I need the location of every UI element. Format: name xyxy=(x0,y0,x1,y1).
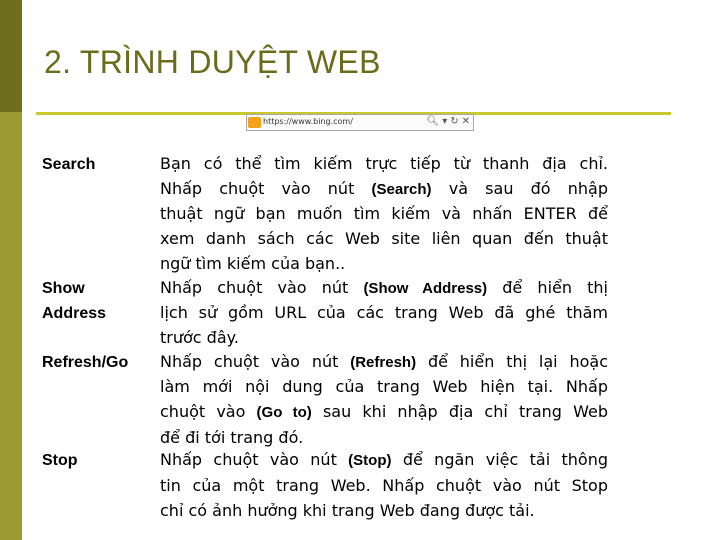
stop-icon: ✕ xyxy=(461,116,470,127)
description-line xyxy=(160,301,608,326)
button-name: (Show Address) xyxy=(363,279,488,297)
description-line xyxy=(160,448,608,474)
search-icon: 🔍︎ xyxy=(426,116,440,127)
description-text: sau khi nhập địa chỉ trang Web xyxy=(311,402,608,421)
button-name: (Refresh) xyxy=(350,353,417,371)
description-line xyxy=(160,350,608,376)
description-line xyxy=(160,426,608,451)
browser-address-bar xyxy=(246,114,474,131)
description-text: tin của một trang Web. Nhấp chuột vào nút Stop xyxy=(160,476,608,496)
description-text: ngữ tìm kiếm của bạn.. xyxy=(160,253,346,273)
description-line xyxy=(160,202,608,227)
address-bar-icons xyxy=(423,116,470,127)
term-label-line: Refresh/Go xyxy=(42,353,129,371)
term-description-stop xyxy=(160,448,608,523)
term-label-stop xyxy=(42,448,78,473)
description-text: Bạn có thể tìm kiếm trực tiếp từ thanh địa chỉ. xyxy=(160,154,608,173)
description-text: để đi tới trang đó. xyxy=(160,427,304,447)
description-line xyxy=(160,152,608,177)
description-line xyxy=(160,499,608,524)
description-text: để ngăn việc tải thông xyxy=(391,450,608,470)
term-label-line: Address xyxy=(42,304,107,322)
description-line xyxy=(160,252,608,277)
description-line xyxy=(160,276,608,302)
term-label-search xyxy=(42,152,95,177)
description-text: Nhấp chuột vào nút xyxy=(160,351,351,371)
description-line xyxy=(160,474,608,499)
term-description-search xyxy=(160,152,608,277)
description-text: để hiển thị lại hoặc xyxy=(416,351,608,371)
description-text: lịch sử gồm URL của các trang Web đã ghé thăm xyxy=(160,303,608,323)
description-text: trước đây. xyxy=(160,327,239,347)
description-line xyxy=(160,227,608,252)
term-description-refresh-go xyxy=(160,350,608,451)
button-name: (Stop) xyxy=(348,452,392,470)
term-label-show-address xyxy=(42,276,106,326)
description-text: và sau đó nhập xyxy=(431,178,608,198)
refresh-icon: ↻ xyxy=(450,116,459,127)
description-line xyxy=(160,375,608,400)
description-text: thuật ngữ bạn muốn tìm kiếm và nhấn ENTER để xyxy=(160,204,608,224)
term-label-refresh-go xyxy=(42,350,128,375)
description-text: để hiển thị xyxy=(487,277,609,297)
button-name: (Go to) xyxy=(256,404,312,421)
description-line xyxy=(160,400,608,426)
description-text: Nhấp chuột vào nút xyxy=(160,277,364,297)
term-label-line: Show xyxy=(42,279,85,297)
term-description-show-address xyxy=(160,276,608,351)
description-text: xem danh sách các Web site liên quan đến thuật xyxy=(160,229,608,249)
description-line xyxy=(160,177,608,203)
left-accent-band-dark xyxy=(0,0,22,112)
term-label-line: Stop xyxy=(42,452,78,470)
description-line xyxy=(160,326,608,351)
description-text: chỉ có ảnh hưởng khi trang Web đang được tải. xyxy=(160,500,535,520)
button-name: (Search) xyxy=(371,180,432,198)
term-label-line: Search xyxy=(42,156,96,173)
description-text: Nhấp chuột vào nút xyxy=(160,450,349,470)
dropdown-icon: ▾ xyxy=(442,116,448,127)
description-text: làm mới nội dung của trang Web hiện tại. Nhấp xyxy=(160,377,608,397)
slide-title: 2. TRÌNH DUYỆT WEB xyxy=(44,44,381,80)
description-text: Nhấp chuột vào nút xyxy=(160,178,372,198)
address-url: https://www.bing.com/ xyxy=(263,117,353,126)
bing-logo-icon xyxy=(248,117,261,128)
description-text: chuột vào xyxy=(160,402,257,421)
